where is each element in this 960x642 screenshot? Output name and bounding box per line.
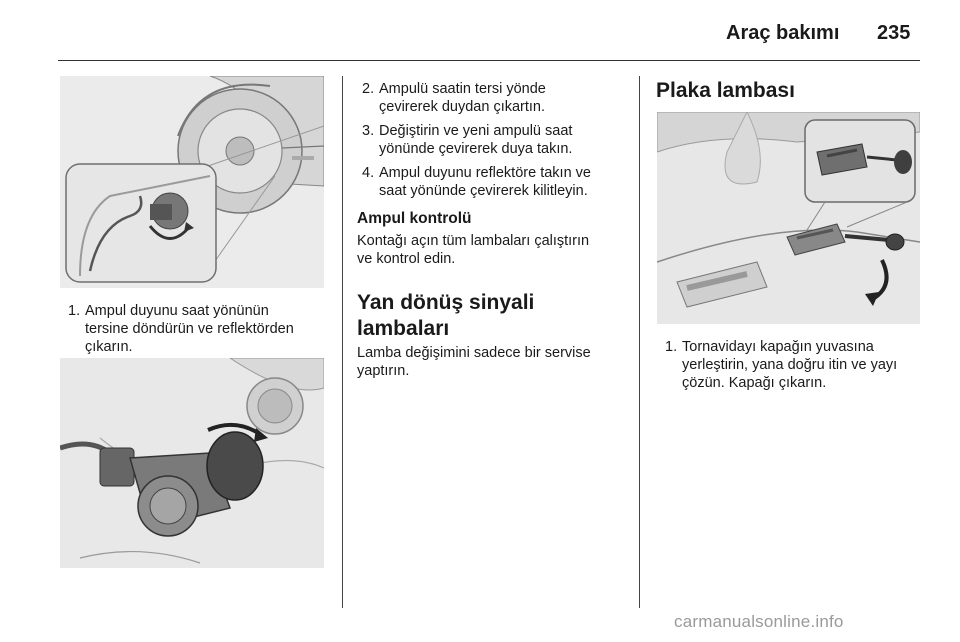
header-divider: [58, 60, 920, 61]
yan-donus-text: Lamba değişimini sadece bir servise yaptırın.: [357, 345, 591, 379]
step-4-lock-socket: [362, 164, 634, 200]
step-number: 3.: [362, 123, 375, 139]
step-number: 1.: [68, 303, 81, 319]
step-line: yönünde çevirerek duya takın.: [379, 141, 573, 157]
section-heading-yan-donus: Yan dönüş sinyali lambaları: [357, 291, 535, 340]
step-1-remove-socket: [68, 302, 334, 358]
step-line: tersine döndürün ve reflektörden: [85, 321, 294, 337]
bulb-socket-illustration: [60, 358, 324, 568]
column-divider-2: [639, 76, 640, 608]
step-line: Tornavidayı kapağın yuvasına: [682, 339, 874, 355]
step-line: Ampul duyunu saat yönünün: [85, 303, 269, 319]
step-line: yerleştirin, yana doğru itin ve yayı: [682, 357, 898, 373]
step-line: saat yönünde çevirerek kilitleyin.: [379, 183, 588, 199]
step-line: çevirerek duydan çıkartın.: [379, 99, 546, 115]
step-line: Ampulü saatin tersi yönde: [379, 81, 546, 97]
step-number: 2.: [362, 81, 375, 97]
step-3-install-bulb: [362, 122, 632, 158]
column-divider-1: [342, 76, 343, 608]
step-number: 4.: [362, 165, 375, 181]
section-heading-plaka-lambasi: Plaka lambası: [656, 79, 795, 102]
ampul-kontrolu-text: Kontağı açın tüm lambaları çalıştırın ve kontrol edin.: [357, 233, 590, 267]
step-2-remove-bulb: [362, 80, 632, 116]
step-line: çıkarın.: [85, 339, 133, 355]
section-heading-ampul-kontrolu: Ampul kontrolü: [357, 210, 472, 227]
page-number: 235: [877, 22, 911, 44]
license-plate-lamp-illustration: [657, 112, 920, 324]
step-line: çözün. Kapağı çıkarın.: [682, 375, 827, 391]
wheel-arch-illustration: [60, 76, 324, 288]
step-number: 1.: [665, 339, 678, 355]
step-1-remove-cover: [665, 338, 925, 394]
step-line: Değiştirin ve yeni ampulü saat: [379, 123, 573, 139]
watermark: carmanualsonline.info: [674, 612, 844, 631]
running-header-title: Araç bakımı: [726, 22, 840, 44]
step-line: Ampul duyunu reflektöre takın ve: [379, 165, 591, 181]
